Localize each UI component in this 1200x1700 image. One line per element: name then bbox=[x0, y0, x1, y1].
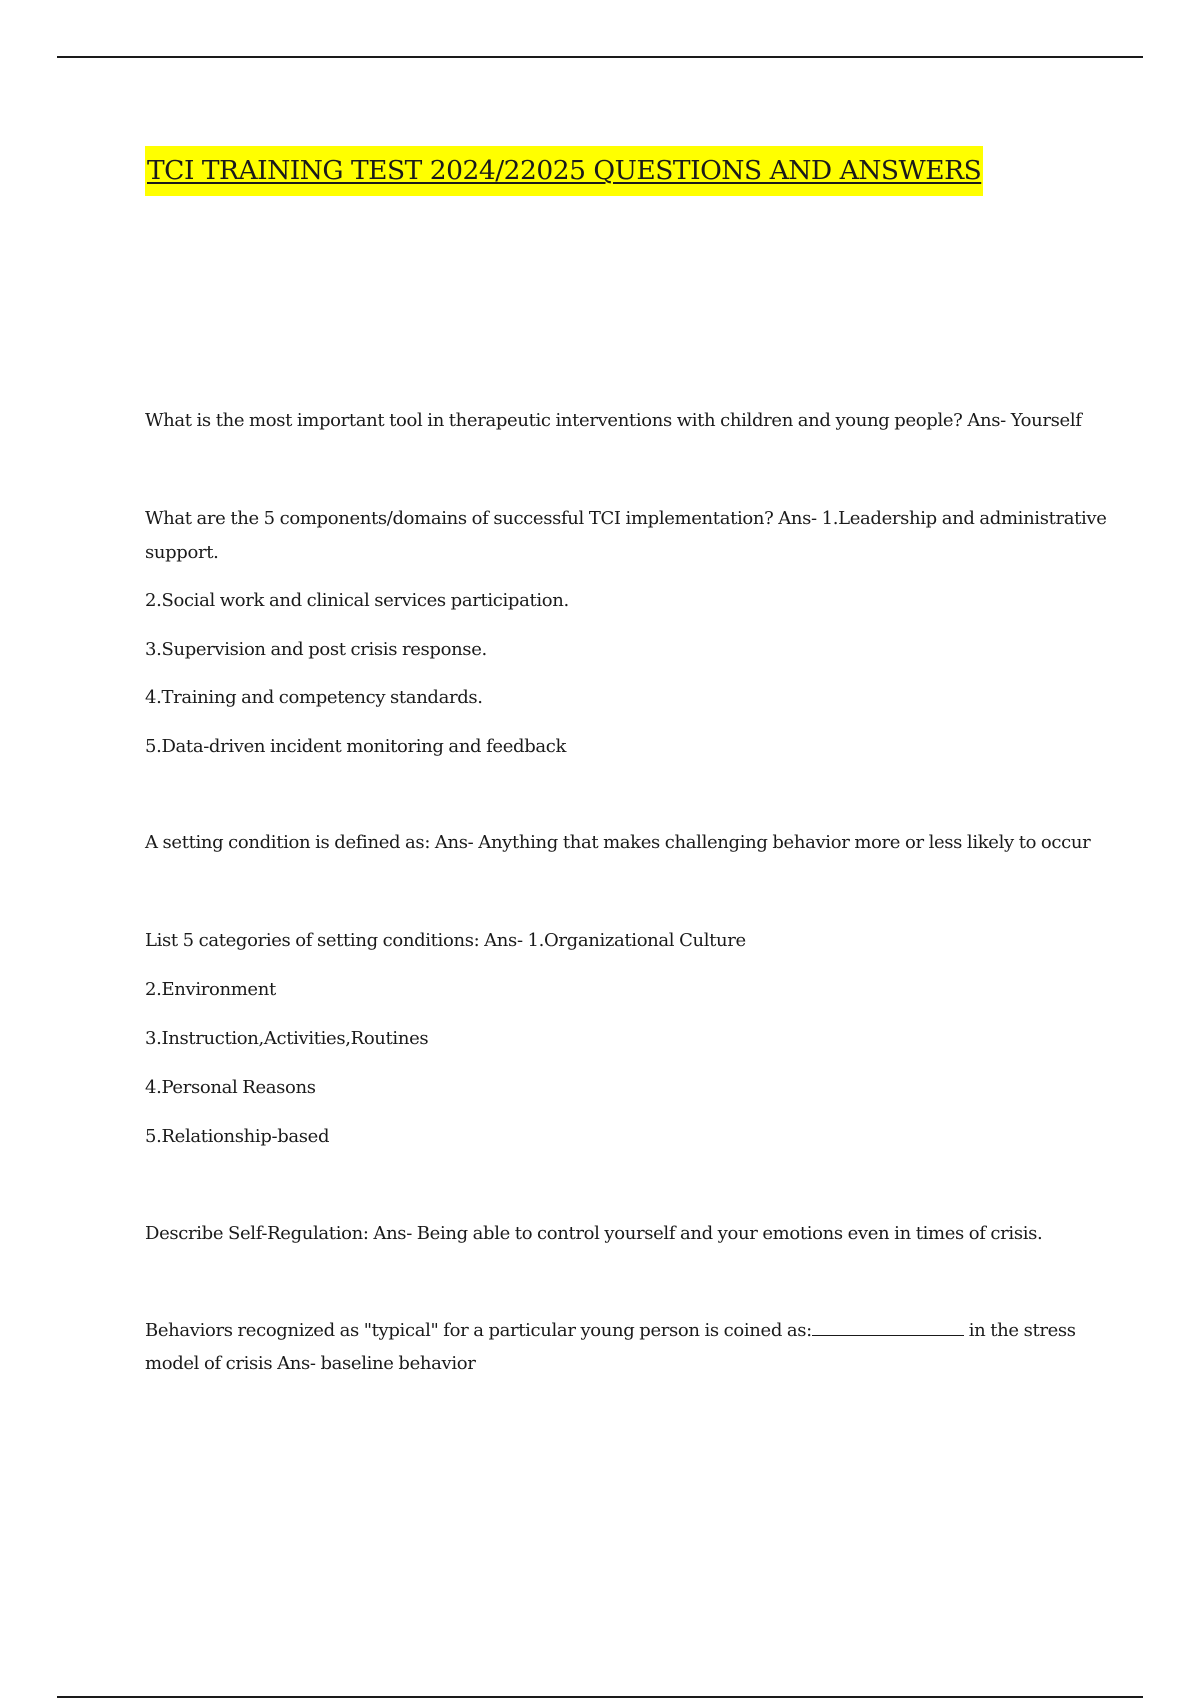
qa-6-question-before-blank: Behaviors recognized as "typical" for a particular young person is coined as: bbox=[145, 1320, 812, 1341]
qa-2-question-line1: What are the 5 components/domains of successful TCI implementation? Ans- 1.Leadership and administrative bbox=[145, 508, 1107, 529]
qa-6-question-line2: model of crisis Ans- baseline behavior bbox=[145, 1353, 476, 1374]
qa-2-question-line2: support. bbox=[145, 542, 219, 563]
qa-4-item-5: 5.Relationship-based bbox=[145, 1126, 330, 1147]
qa-2-item-3: 3.Supervision and post crisis response. bbox=[145, 639, 487, 660]
qa-6-question-after-blank: in the stress bbox=[963, 1320, 1076, 1341]
qa-1-question: What is the most important tool in therapeutic interventions with children and young people? Ans- Yourself bbox=[145, 410, 1082, 431]
qa-4-item-2: 2.Environment bbox=[145, 979, 276, 1000]
qa-4-question: List 5 categories of setting conditions: Ans- 1.Organizational Culture bbox=[145, 930, 746, 951]
bottom-rule bbox=[57, 1696, 1143, 1698]
qa-3-question: A setting condition is defined as: Ans- Anything that makes challenging behavior more or less likely to occur bbox=[145, 832, 1091, 853]
fill-in-blank bbox=[812, 1315, 964, 1336]
top-rule bbox=[57, 56, 1143, 58]
title-block bbox=[145, 146, 983, 196]
qa-6-question-line1 bbox=[145, 1314, 1085, 1347]
qa-4-item-4: 4.Personal Reasons bbox=[145, 1077, 316, 1098]
qa-2-item-4: 4.Training and competency standards. bbox=[145, 687, 483, 708]
document-title: TCI TRAINING TEST 2024/22025 QUESTIONS AND ANSWERS bbox=[145, 146, 983, 196]
qa-2-item-2: 2.Social work and clinical services participation. bbox=[145, 590, 569, 611]
qa-5-question: Describe Self-Regulation: Ans- Being able to control yourself and your emotions even in times of crisis. bbox=[145, 1223, 1043, 1244]
qa-2-item-5: 5.Data-driven incident monitoring and feedback bbox=[145, 736, 567, 757]
qa-4-item-3: 3.Instruction,Activities,Routines bbox=[145, 1028, 429, 1049]
